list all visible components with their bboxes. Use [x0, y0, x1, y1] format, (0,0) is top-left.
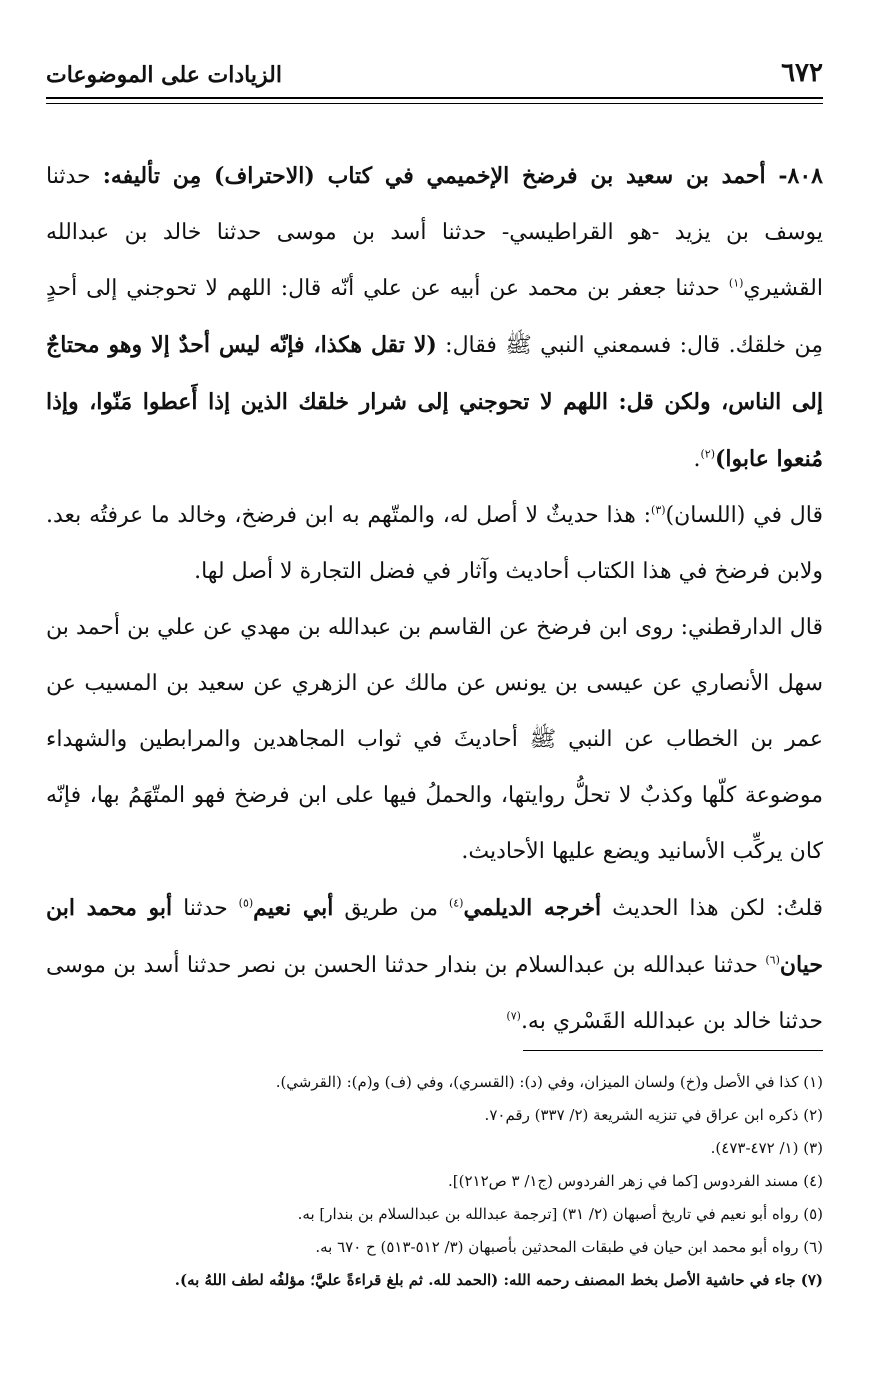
footnote-4: (٤) مسند الفردوس [كما في زهر الفردوس (ج١/ ٣ ص٢١٢)].	[447, 1172, 823, 1190]
footnote-5: (٥) رواه أبو نعيم في تاريخ أصبهان (٢/ ٣١) [ترجمة عبدالله بن عبدالسلام بن بندار] به.	[297, 1205, 823, 1223]
footnote-ref-1: (١)	[728, 276, 744, 290]
footnote-ref-6: (٦)	[765, 953, 780, 967]
qultu-intro: قلتُ: لكن هذا الحديث	[601, 896, 823, 921]
lisan-text: : هذا حديثٌ لا أصل له، والمتّهم به ابن فرضخ، وخالد ما عرفتُه بعد. ولابن فرضخ في هذا الكتاب أحاديث وآثار في فضل التجارة لا أصل لها.	[46, 503, 823, 584]
qultu-text-c: من طريق	[333, 896, 449, 921]
footnote-7: (٧) جاء في حاشية الأصل بخط المصنف رحمه الله: (الحمد لله. ثم بلغ قراءةً عليَّ؛ مؤلفُه لطف اللهُ به).	[174, 1271, 823, 1289]
footnote-6: (٦) رواه أبو محمد ابن حيان في طبقات المحدثين بأصبهان (٣/ ٥١٢-٥١٣) ح ٦٧٠ به.	[315, 1238, 823, 1256]
entry-title: ٨٠٨- أحمد بن سعيد بن فرضخ الإخميمي في كتاب (الاحتراف) مِن تأليفه:	[102, 163, 823, 189]
header-rule-thin	[46, 103, 823, 104]
footnote-ref-2: (٢)	[700, 447, 715, 461]
running-header	[46, 52, 823, 88]
entry-paragraph	[46, 148, 823, 488]
entry-isnad-continued: حدثنا جعفر بن محمد عن أبيه عن علي أنّه قال: اللهم لا تحوجني إلى أحدٍ مِن خلقك. قال: فسمعني النبي ﷺ فقال:	[46, 276, 823, 358]
footnote-1: (١) كذا في الأصل و(خ) ولسان الميزان، وفي (د): (القسري)، وفي (ف) و(م): (القرشي).	[275, 1073, 823, 1091]
daraqutni-paragraph: قال الدارقطني: روى ابن فرضخ عن القاسم بن عبدالله بن مهدي عن علي بن أحمد بن سهل الأنصاري عن عيسى بن يونس عن مالك عن الزهري عن سعيد بن المسيب عن عمر بن الخطاب عن النبي ﷺ أحاديثَ في ثواب المجاهدين والمرابطين والشهداء موضوعة كلّها وكذبٌ لا تحلُّ روايتها، والحملُ فيها على ابن فرضخ فهو المتّهَمُ بها، فإنّه كان يركِّب الأسانيد ويضع عليها الأحاديث.	[46, 615, 823, 864]
main-text	[46, 148, 823, 1050]
page-number: ٦٧٢	[781, 58, 823, 88]
footnote-ref-4: (٤)	[448, 896, 464, 910]
entry-end-mark: .	[693, 447, 701, 472]
qultu-text-e: حدثنا	[172, 896, 239, 921]
header-rule-thick	[46, 97, 823, 99]
lisan-paragraph	[46, 488, 823, 600]
footnote-ref-7: (٧)	[506, 1009, 521, 1023]
entry-isnad: حدثنا يوسف بن يزيد -هو القراطيسي- حدثنا أسد بن موسى حدثنا خالد بن عبدالله القشيري	[46, 164, 823, 301]
footnote-3: (٣) (١/ ٤٧٢-٤٧٣).	[710, 1139, 823, 1157]
hadith-text: (لا تقل هكذا، فإنّه ليس أحدٌ إلا وهو محتاجٌ إلى الناس، ولكن قل: اللهم لا تحوجني إلى شرار خلقك الذين إذا أَعطوا مَنّوا، وإذا مُنعوا عابوا)	[46, 332, 823, 472]
running-title: الزيادات على الموضوعات	[46, 62, 282, 88]
footnote-ref-3: (٣)	[651, 503, 666, 517]
footnotes	[46, 1066, 823, 1297]
footnote-separator	[523, 1050, 823, 1051]
qultu-daylami: أخرجه الديلمي	[463, 895, 602, 921]
lisan-intro: قال في (اللسان)	[665, 503, 823, 528]
qultu-abu-nuaym: أبي نعيم	[253, 895, 334, 921]
qultu-isnad: حدثنا عبدالله بن عبدالسلام بن بندار حدثنا الحسن بن نصر حدثنا أسد بن موسى حدثنا خالد بن عبدالله القَسْري به.	[46, 953, 823, 1034]
qultu-paragraph	[46, 880, 823, 1050]
footnote-2: (٢) ذكره ابن عراق في تنزيه الشريعة (٢/ ٣٣٧) رقم٧٠.	[484, 1106, 823, 1124]
qultu-ibn-hayyan: أبو محمد ابن حيان	[46, 895, 823, 978]
footnote-ref-5: (٥)	[238, 896, 254, 910]
